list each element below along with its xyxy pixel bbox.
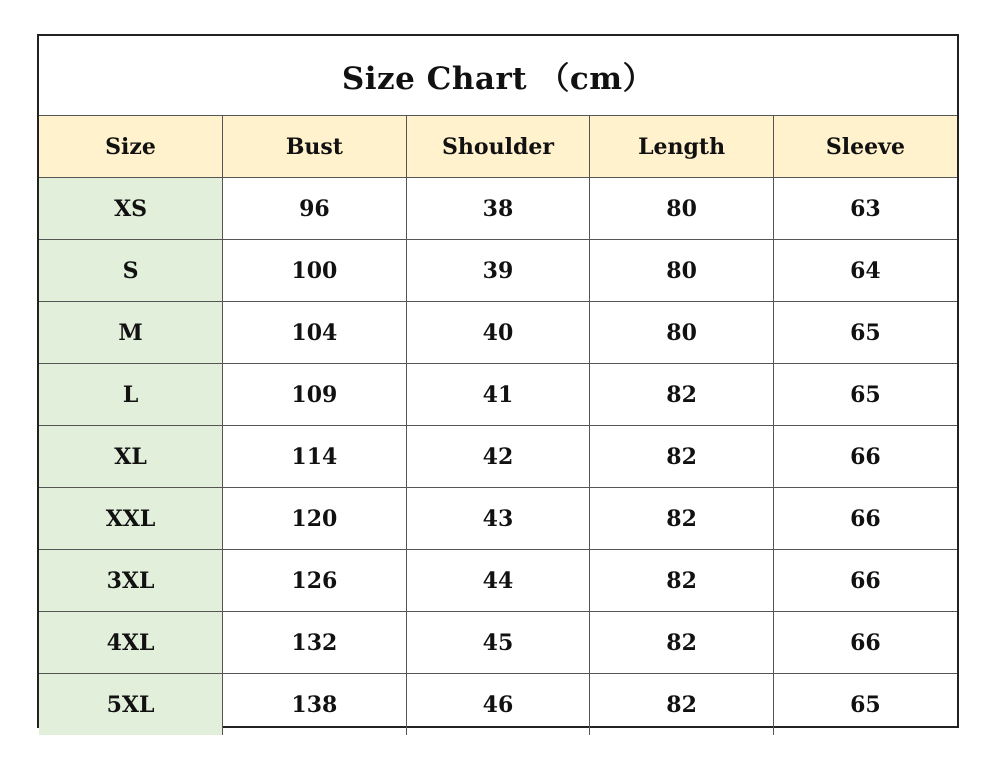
bust-cell: 138 [223,674,407,736]
bust-cell: 132 [223,612,407,674]
bust-cell: 114 [223,426,407,488]
length-cell: 82 [590,426,774,488]
shoulder-cell: 46 [406,674,590,736]
size-cell: XXL [39,488,223,550]
header-sleeve: Sleeve [773,116,957,178]
bust-cell: 104 [223,302,407,364]
table-row [39,488,957,550]
header-shoulder: Shoulder [406,116,590,178]
size-cell: 4XL [39,612,223,674]
size-cell: 3XL [39,550,223,612]
shoulder-cell: 40 [406,302,590,364]
sleeve-cell: 64 [773,240,957,302]
size-chart [37,34,959,728]
length-cell: 82 [590,550,774,612]
sleeve-cell: 66 [773,612,957,674]
shoulder-cell: 41 [406,364,590,426]
size-cell: XS [39,178,223,240]
sleeve-cell: 63 [773,178,957,240]
sleeve-cell: 65 [773,364,957,426]
header-bust: Bust [223,116,407,178]
bust-cell: 126 [223,550,407,612]
table-row [39,550,957,612]
shoulder-cell: 44 [406,550,590,612]
size-cell: L [39,364,223,426]
header-row [39,116,957,178]
size-cell: XL [39,426,223,488]
length-cell: 80 [590,178,774,240]
bust-cell: 120 [223,488,407,550]
shoulder-cell: 38 [406,178,590,240]
bust-cell: 100 [223,240,407,302]
bust-cell: 96 [223,178,407,240]
table-row [39,178,957,240]
bust-cell: 109 [223,364,407,426]
table-body [39,178,957,736]
shoulder-cell: 43 [406,488,590,550]
header-size: Size [39,116,223,178]
table-header [39,116,957,178]
length-cell: 80 [590,240,774,302]
length-cell: 82 [590,488,774,550]
shoulder-cell: 39 [406,240,590,302]
chart-title: Size Chart （cm） [39,36,957,116]
size-cell: M [39,302,223,364]
sleeve-cell: 66 [773,488,957,550]
table-row [39,612,957,674]
shoulder-cell: 42 [406,426,590,488]
table-row [39,426,957,488]
sleeve-cell: 65 [773,674,957,736]
table-row [39,674,957,736]
shoulder-cell: 45 [406,612,590,674]
length-cell: 82 [590,612,774,674]
length-cell: 80 [590,302,774,364]
size-table [39,116,957,735]
table-row [39,364,957,426]
header-length: Length [590,116,774,178]
length-cell: 82 [590,674,774,736]
size-cell: 5XL [39,674,223,736]
sleeve-cell: 65 [773,302,957,364]
sleeve-cell: 66 [773,426,957,488]
length-cell: 82 [590,364,774,426]
sleeve-cell: 66 [773,550,957,612]
size-cell: S [39,240,223,302]
table-row [39,240,957,302]
table-row [39,302,957,364]
